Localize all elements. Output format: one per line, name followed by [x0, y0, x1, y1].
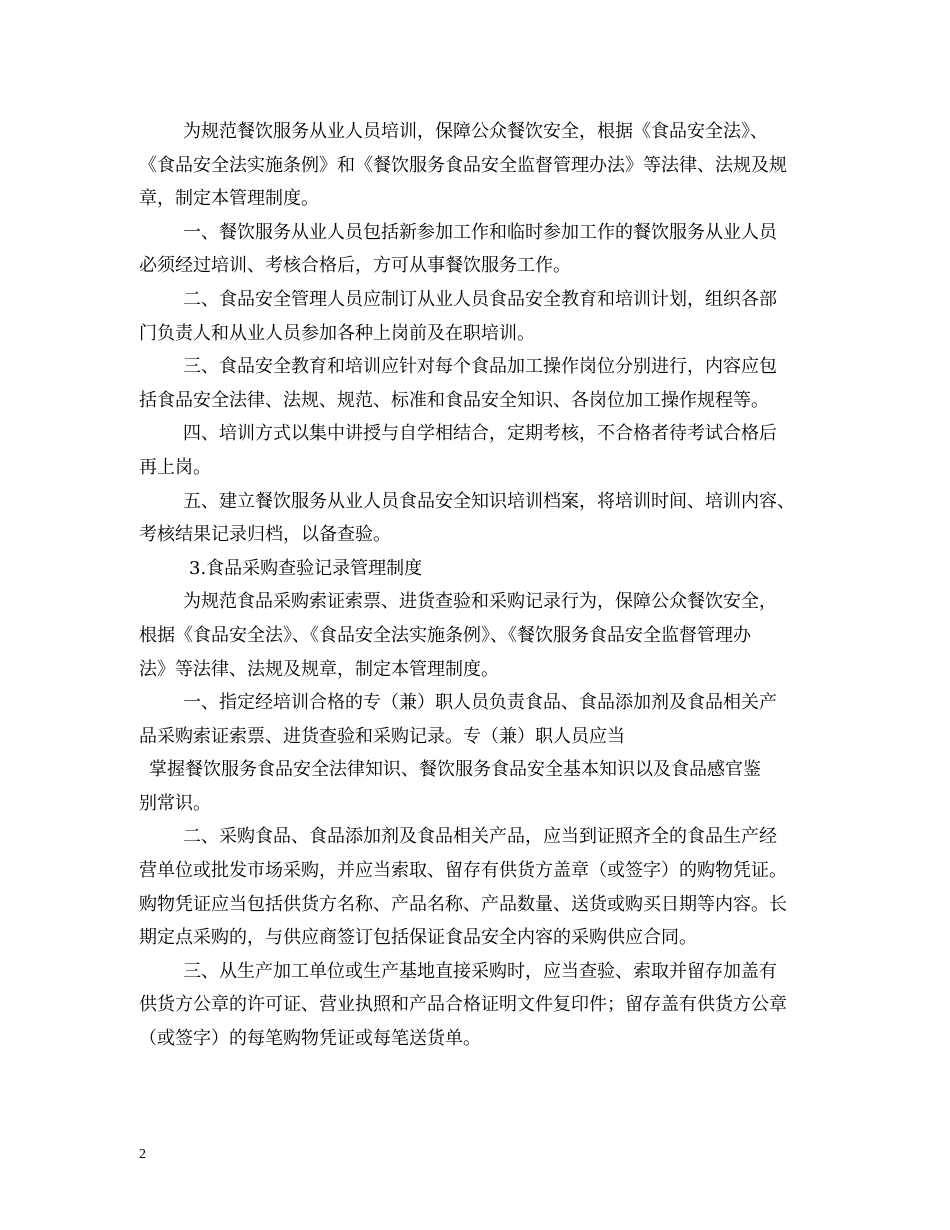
- paragraph-line: 购物凭证应当包括供货方名称、产品名称、产品数量、送货或购买日期等内容。长: [139, 893, 787, 915]
- paragraph-line: 门负责人和从业人员参加各种上岗前及在职培训。: [139, 322, 535, 344]
- paragraph-line: 考核结果记录归档，以备查验。: [139, 524, 391, 546]
- paragraph-line: 营单位或批发市场采购，并应当索取、留存有供货方盖章（或签字）的购物凭证。: [139, 860, 787, 882]
- paragraph-line: 三、从生产加工单位或生产基地直接采购时，应当查验、索取并留存加盖有: [183, 960, 777, 982]
- paragraph-line: 为规范餐饮服务从业人员培训，保障公众餐饮安全，根据《食品安全法》、: [183, 121, 768, 142]
- paragraph-line: 五、建立餐饮服务从业人员食品安全知识培训档案，将培训时间、培训内容、: [183, 490, 795, 512]
- paragraph-line: 品采购索证索票、进货查验和采购记录。专（兼）职人员应当: [139, 725, 625, 747]
- paragraph-line: 三、食品安全教育和培训应针对每个食品加工操作岗位分别进行，内容应包: [183, 356, 777, 378]
- paragraph-line: 为规范食品采购索证索票、进货查验和采购记录行为，保障公众餐饮安全，: [183, 591, 777, 613]
- paragraph-line: 二、采购食品、食品添加剂及食品相关产品，应当到证照齐全的食品生产经: [183, 826, 777, 848]
- paragraph-line: 一、餐饮服务从业人员包括新参加工作和临时参加工作的餐饮服务从业人员: [183, 221, 777, 243]
- page-number: 2: [139, 1147, 146, 1162]
- paragraph-line: 供货方公章的许可证、营业执照和产品合格证明文件复印件；留存盖有供货方公章: [139, 994, 787, 1016]
- paragraph-line: 四、培训方式以集中讲授与自学相结合，定期考核，不合格者待考试合格后: [183, 423, 777, 445]
- paragraph-line: 掌握餐饮服务食品安全法律知识、餐饮服务食品安全基本知识以及食品感官鉴: [149, 759, 761, 781]
- paragraph-line: 一、指定经培训合格的专（兼）职人员负责食品、食品添加剂及食品相关产: [183, 692, 777, 714]
- paragraph-line: （或签字）的每笔购物凭证或每笔送货单。: [139, 1028, 481, 1050]
- paragraph-line: 必须经过培训、考核合格后，方可从事餐饮服务工作。: [139, 255, 571, 277]
- paragraph-line: 别常识。: [139, 792, 211, 814]
- paragraph-line: 法》等法律、法规及规章，制定本管理制度。: [139, 658, 499, 680]
- paragraph-line: 《食品安全法实施条例》和《餐饮服务食品安全监督管理办法》等法律、法规及规: [139, 154, 787, 176]
- paragraph-line: 期定点采购的，与供应商签订包括保证食品安全内容的采购供应合同。: [139, 927, 697, 949]
- paragraph-line: 二、食品安全管理人员应制订从业人员食品安全教育和培训计划，组织各部: [183, 288, 777, 310]
- paragraph-line: 根据《食品安全法》、《食品安全法实施条例》、《餐饮服务食品安全监督管理办: [139, 624, 751, 646]
- document-body: [139, 115, 829, 1056]
- section-heading: 3.食品采购查验记录管理制度: [189, 557, 423, 579]
- paragraph-line: 章，制定本管理制度。: [139, 188, 319, 210]
- paragraph-line: 括食品安全法律、法规、规范、标准和食品安全知识、各岗位加工操作规程等。: [139, 389, 769, 411]
- paragraph-line: 再上岗。: [139, 456, 211, 478]
